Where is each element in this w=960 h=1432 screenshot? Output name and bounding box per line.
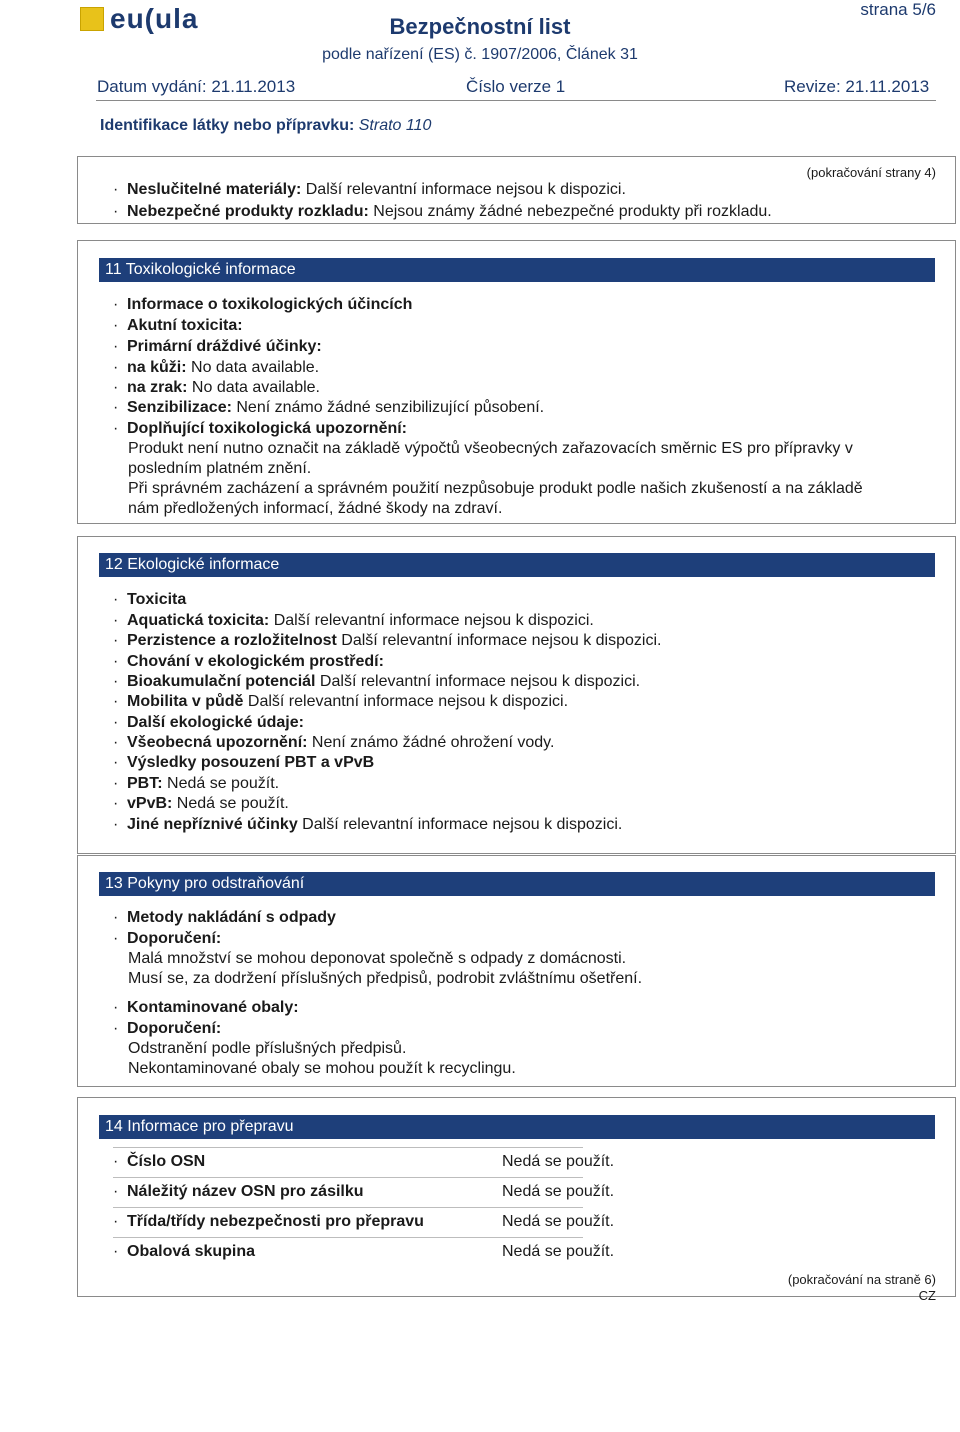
table-row-label: · Třída/třídy nebezpečnosti pro přepravu xyxy=(113,1213,424,1230)
list-item: · Mobilita v půdě Další relevantní informace nejsou k dispozici. xyxy=(113,693,569,710)
list-item: · Metody nakládání s odpady xyxy=(113,909,336,926)
version-number: Číslo verze 1 xyxy=(466,77,566,96)
language-code: CZ xyxy=(918,1288,936,1303)
table-row-value: Nedá se použít. xyxy=(502,1243,615,1260)
revision-date: Revize: 21.11.2013 xyxy=(784,77,930,96)
paragraph-line: posledním platném znění. xyxy=(128,460,312,477)
continuation-from: (pokračování strany 4) xyxy=(806,165,936,180)
list-item: · vPvB: Nedá se použít. xyxy=(113,795,289,812)
header-divider xyxy=(96,100,936,101)
continuation-to: (pokračování na straně 6) xyxy=(787,1272,936,1287)
list-item: · Všeobecná upozornění: Není známo žádné ohrožení vody. xyxy=(113,734,555,751)
table-row-label: · Obalová skupina xyxy=(113,1243,256,1260)
table-row-value: Nedá se použít. xyxy=(502,1153,615,1170)
paragraph-line: Při správném zacházení a správném použití nezpůsobuje produkt podle našich zkušeností a na základě xyxy=(128,480,863,497)
list-item: · Doplňující toxikologická upozornění: xyxy=(113,420,408,437)
list-item: · Informace o toxikologických účincích xyxy=(113,296,413,313)
paragraph-line: Nekontaminované obaly se mohou použít k recyclingu. xyxy=(128,1060,516,1077)
list-item: · Doporučení: xyxy=(113,930,222,947)
section-13-heading: 13 Pokyny pro odstraňování xyxy=(99,872,935,896)
paragraph-line: Odstranění podle příslušných předpisů. xyxy=(128,1040,407,1057)
list-item: · Další ekologické údaje: xyxy=(113,714,304,731)
list-item: · PBT: Nedá se použít. xyxy=(113,775,280,792)
section-12-heading: 12 Ekologické informace xyxy=(99,553,935,577)
table-row-value: Nedá se použít. xyxy=(502,1183,615,1200)
section-11-heading: 11 Toxikologické informace xyxy=(99,258,935,282)
incompatible-materials-line: · Neslučitelné materiály: Další relevantní informace nejsou k dispozici. xyxy=(113,181,626,198)
list-item: · Doporučení: xyxy=(113,1020,222,1037)
document-subtitle: podle nařízení (ES) č. 1907/2006, Článek 31 xyxy=(322,46,638,63)
list-item: · Akutní toxicita: xyxy=(113,317,243,334)
table-row-label: · Číslo OSN xyxy=(113,1153,206,1170)
logo-text: eu(ula xyxy=(110,3,199,34)
list-item: · na kůži: No data available. xyxy=(113,359,320,376)
substance-identification xyxy=(100,117,431,135)
list-item: · Senzibilizace: Není známo žádné senzibilizující působení. xyxy=(113,399,545,416)
ident-label: Identifikace látky nebo přípravku: xyxy=(100,117,355,134)
paragraph-line: Produkt není nutno označit na základě výpočtů všeobecných zařazovacích směrnic ES pro přípravky v xyxy=(128,440,853,457)
paragraph-line: Malá množství se mohou deponovat společně s odpady z domácnosti. xyxy=(128,950,627,967)
list-item: · Jiné nepříznivé účinky Další relevantní informace nejsou k dispozici. xyxy=(113,816,623,833)
list-item: · Výsledky posouzení PBT a vPvB xyxy=(113,754,375,771)
list-item: · na zrak: No data available. xyxy=(113,379,320,396)
issue-date: Datum vydání: 21.11.2013 xyxy=(97,77,296,96)
transport-row-divider xyxy=(113,1207,583,1208)
list-item: · Toxicita xyxy=(113,591,187,608)
page-number: strana 5/6 xyxy=(860,0,936,19)
transport-row-divider xyxy=(113,1237,583,1238)
list-item: · Perzistence a rozložitelnost Další relevantní informace nejsou k dispozici. xyxy=(113,632,662,649)
list-item: · Primární dráždivé účinky: xyxy=(113,338,322,355)
table-row-label: · Náležitý název OSN pro zásilku xyxy=(113,1183,364,1200)
decomposition-products-line: · Nebezpečné produkty rozkladu: Nejsou známy žádné nebezpečné produkty při rozkladu. xyxy=(113,203,772,220)
document-title: Bezpečnostní list xyxy=(389,14,571,39)
ident-value: Strato 110 xyxy=(358,117,432,134)
list-item: · Kontaminované obaly: xyxy=(113,999,299,1016)
transport-row-divider xyxy=(113,1177,583,1178)
table-row-value: Nedá se použít. xyxy=(502,1213,615,1230)
list-item: · Chování v ekologickém prostředí: xyxy=(113,653,384,670)
list-item: · Bioakumulační potenciál Další relevantní informace nejsou k dispozici. xyxy=(113,673,641,690)
paragraph-line: nám předložených informací, žádné škody na zdraví. xyxy=(128,500,503,517)
list-item: · Aquatická toxicita: Další relevantní informace nejsou k dispozici. xyxy=(113,612,594,629)
section-14-heading: 14 Informace pro přepravu xyxy=(99,1115,935,1139)
paragraph-line: Musí se, za dodržení příslušných předpisů, podrobit zvláštnímu ošetření. xyxy=(128,970,643,987)
